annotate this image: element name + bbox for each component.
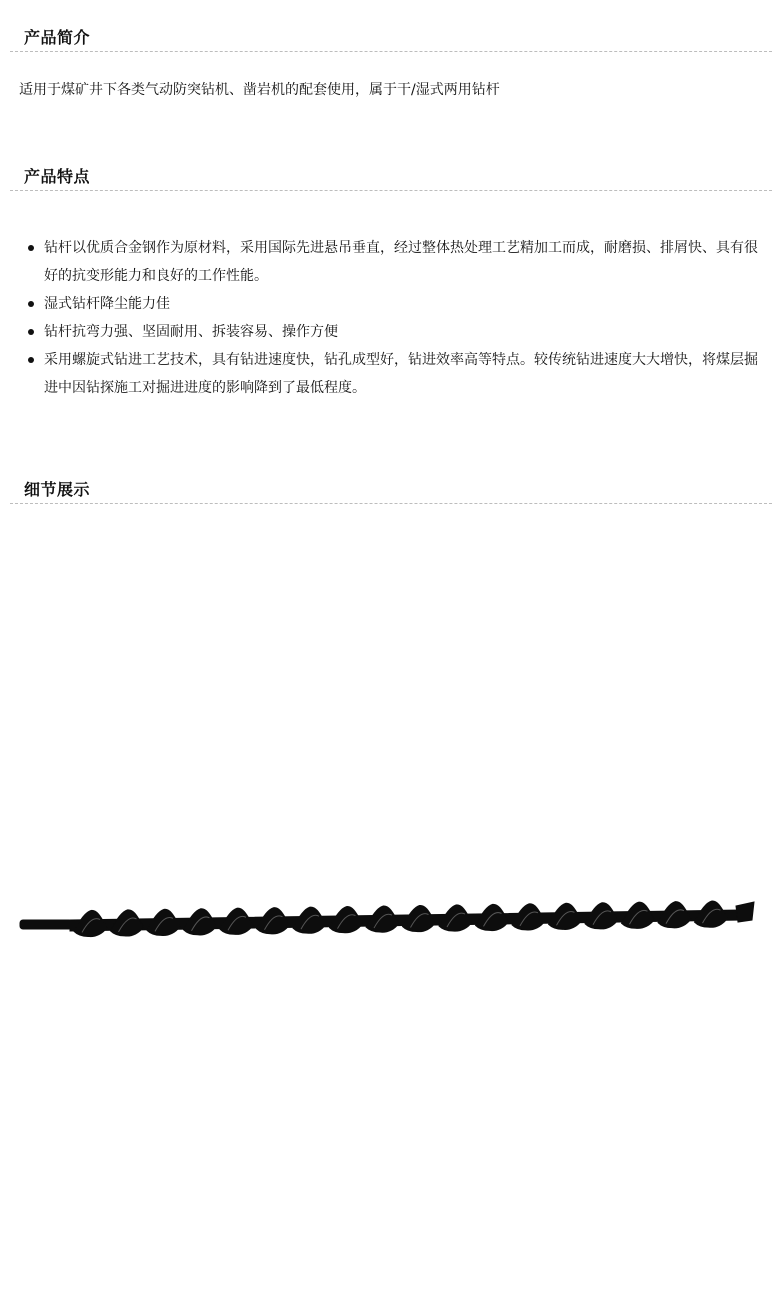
intro-divider bbox=[10, 51, 772, 52]
spiral-flight bbox=[74, 910, 107, 936]
bullet-icon bbox=[28, 301, 34, 307]
drill-rod-image bbox=[18, 890, 758, 950]
details-title: 细节展示 bbox=[24, 480, 91, 499]
spiral-flight bbox=[549, 903, 582, 929]
spiral-flight bbox=[585, 903, 618, 929]
details-divider bbox=[10, 503, 772, 504]
spiral-flight bbox=[257, 908, 290, 934]
feature-text: 钻杆以优质合金钢作为原材料，采用国际先进悬吊垂直，经过整体热处理工艺精加工而成，耐磨损、排屑快、具有很好的抗变形能力和良好的工作性能。 bbox=[44, 240, 758, 284]
features-divider bbox=[10, 190, 772, 191]
feature-item bbox=[24, 290, 768, 318]
feature-item bbox=[24, 346, 768, 402]
feature-text: 湿式钻杆降尘能力佳 bbox=[44, 296, 170, 312]
spiral-flight bbox=[403, 905, 436, 931]
features-list bbox=[24, 234, 768, 402]
spiral-flight bbox=[147, 909, 180, 935]
feature-text: 钻杆抗弯力强、坚固耐用、拆装容易、操作方便 bbox=[44, 324, 338, 340]
spiral-flight bbox=[512, 904, 545, 930]
feature-item bbox=[24, 318, 768, 346]
features-title: 产品特点 bbox=[24, 167, 91, 186]
feature-item bbox=[24, 234, 768, 290]
spiral-flight bbox=[366, 906, 399, 932]
bullet-icon bbox=[28, 357, 34, 363]
spiral-flight bbox=[476, 904, 509, 930]
spiral-flight bbox=[293, 907, 326, 933]
bullet-icon bbox=[28, 245, 34, 251]
spiral-flight bbox=[622, 902, 655, 928]
intro-text: 适用于煤矿井下各类气动防突钻机、凿岩机的配套使用，属于干/湿式两用钻杆 bbox=[19, 82, 500, 98]
feature-text: 采用螺旋式钻进工艺技术，具有钻进速度快，钻孔成型好，钻进效率高等特点。较传统钻进速度大大增快，将煤层掘进中因钻探施工对掘进进度的影响降到了最低程度。 bbox=[44, 352, 758, 396]
spiral-flight bbox=[184, 909, 217, 935]
intro-title: 产品简介 bbox=[24, 28, 91, 47]
spiral-flight bbox=[220, 908, 253, 934]
spiral-flight bbox=[111, 910, 144, 936]
bullet-icon bbox=[28, 329, 34, 335]
spiral-flight bbox=[439, 905, 472, 931]
spiral-flight bbox=[330, 907, 363, 933]
spiral-flight bbox=[695, 901, 728, 927]
spiral-flight bbox=[658, 902, 691, 928]
